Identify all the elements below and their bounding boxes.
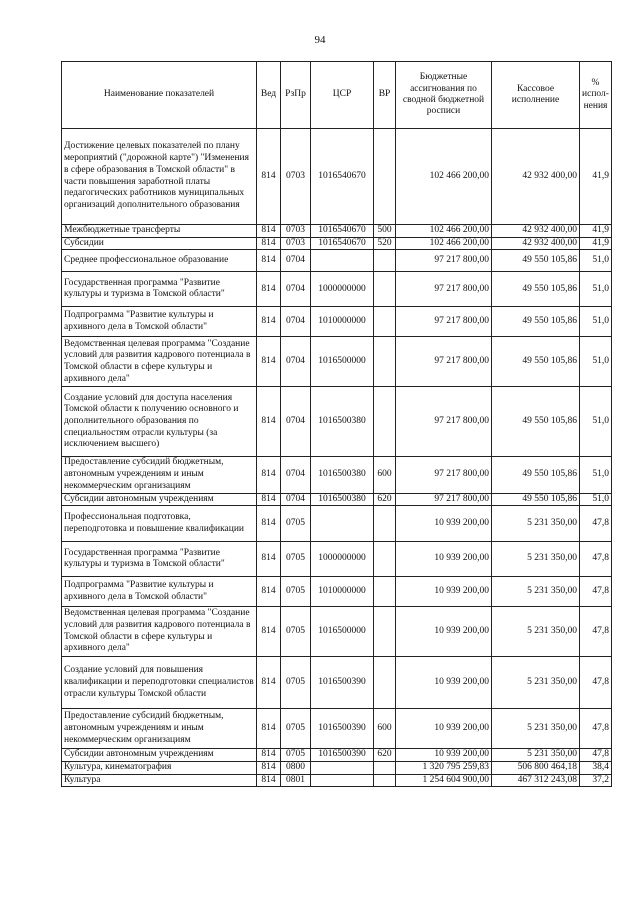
- cell-budget: 10 939 200,00: [396, 577, 492, 607]
- cell-rzpr: 0705: [281, 577, 311, 607]
- cell-ved: 814: [257, 657, 281, 709]
- table-row: [62, 272, 612, 307]
- cell-pct: 47,8: [580, 657, 612, 709]
- cell-vr: [374, 250, 396, 272]
- cell-rzpr: 0705: [281, 506, 311, 542]
- cell-budget: 10 939 200,00: [396, 542, 492, 577]
- cell-cash: 42 932 400,00: [492, 225, 580, 238]
- cell-csr: 1010000000: [311, 577, 374, 607]
- cell-vr: [374, 272, 396, 307]
- cell-cash: 49 550 105,86: [492, 493, 580, 506]
- cell-csr: 1016540670: [311, 129, 374, 225]
- table-row: [62, 774, 612, 787]
- cell-cash: 5 231 350,00: [492, 506, 580, 542]
- cell-rzpr: 0704: [281, 493, 311, 506]
- cell-pct: 38,4: [580, 761, 612, 774]
- cell-name: Предоставление субсидий бюджетным, автономным учреждениям и иным некоммерческим организациям: [62, 457, 257, 493]
- table-row: [62, 225, 612, 238]
- cell-rzpr: 0704: [281, 387, 311, 457]
- cell-vr: [374, 129, 396, 225]
- header-rzpr: РзПр: [281, 62, 311, 129]
- table-row: [62, 250, 612, 272]
- cell-pct: 37,2: [580, 774, 612, 787]
- cell-cash: 49 550 105,86: [492, 387, 580, 457]
- cell-pct: 41,9: [580, 225, 612, 238]
- cell-budget: 10 939 200,00: [396, 749, 492, 762]
- header-csr: ЦСР: [311, 62, 374, 129]
- cell-cash: 5 231 350,00: [492, 577, 580, 607]
- cell-cash: 49 550 105,86: [492, 250, 580, 272]
- cell-ved: 814: [257, 457, 281, 493]
- cell-ved: 814: [257, 749, 281, 762]
- cell-vr: 600: [374, 709, 396, 749]
- table-row: [62, 307, 612, 337]
- cell-rzpr: 0801: [281, 774, 311, 787]
- cell-cash: 42 932 400,00: [492, 129, 580, 225]
- cell-rzpr: 0705: [281, 749, 311, 762]
- table-row: [62, 337, 612, 387]
- cell-ved: 814: [257, 237, 281, 250]
- cell-name: Ведомственная целевая программа "Создание условий для развития кадрового потенциала в Томской области в сфере культуры и архивного дела": [62, 607, 257, 657]
- table-row: [62, 749, 612, 762]
- cell-rzpr: 0705: [281, 657, 311, 709]
- cell-cash: 506 800 464,18: [492, 761, 580, 774]
- cell-ved: 814: [257, 709, 281, 749]
- header-pct: % испол-нения: [580, 62, 612, 129]
- cell-vr: [374, 307, 396, 337]
- cell-cash: 49 550 105,86: [492, 457, 580, 493]
- cell-csr: [311, 774, 374, 787]
- cell-pct: 51,0: [580, 307, 612, 337]
- cell-vr: [374, 387, 396, 457]
- cell-budget: 97 217 800,00: [396, 337, 492, 387]
- cell-rzpr: 0703: [281, 129, 311, 225]
- cell-csr: 1016500380: [311, 387, 374, 457]
- cell-cash: 49 550 105,86: [492, 307, 580, 337]
- cell-vr: [374, 657, 396, 709]
- cell-cash: 49 550 105,86: [492, 272, 580, 307]
- cell-vr: 620: [374, 493, 396, 506]
- cell-name: Подпрограмма "Развитие культуры и архивного дела в Томской области": [62, 577, 257, 607]
- cell-rzpr: 0704: [281, 307, 311, 337]
- cell-ved: 814: [257, 577, 281, 607]
- cell-csr: 1016500380: [311, 493, 374, 506]
- cell-rzpr: 0704: [281, 250, 311, 272]
- cell-csr: 1016540670: [311, 225, 374, 238]
- cell-cash: 5 231 350,00: [492, 657, 580, 709]
- header-budget: Бюджетные ассигнования по сводной бюджетной росписи: [396, 62, 492, 129]
- cell-rzpr: 0703: [281, 225, 311, 238]
- cell-budget: 102 466 200,00: [396, 237, 492, 250]
- table-row: [62, 761, 612, 774]
- cell-ved: 814: [257, 542, 281, 577]
- cell-budget: 1 320 795 259,83: [396, 761, 492, 774]
- cell-csr: 1016500000: [311, 337, 374, 387]
- cell-name: Государственная программа "Развитие культуры и туризма в Томской области": [62, 272, 257, 307]
- cell-pct: 41,9: [580, 237, 612, 250]
- cell-pct: 47,8: [580, 749, 612, 762]
- cell-vr: 520: [374, 237, 396, 250]
- cell-vr: [374, 577, 396, 607]
- cell-name: Создание условий для повышения квалификации и переподготовки специалистов отрасли культуры Томской области: [62, 657, 257, 709]
- cell-csr: 1016500390: [311, 657, 374, 709]
- cell-budget: 97 217 800,00: [396, 307, 492, 337]
- cell-csr: [311, 761, 374, 774]
- cell-csr: 1000000000: [311, 272, 374, 307]
- cell-name: Государственная программа "Развитие культуры и туризма в Томской области": [62, 542, 257, 577]
- table-row: [62, 457, 612, 493]
- cell-csr: 1000000000: [311, 542, 374, 577]
- cell-pct: 51,0: [580, 272, 612, 307]
- cell-name: Субсидии автономным учреждениям: [62, 493, 257, 506]
- cell-budget: 10 939 200,00: [396, 506, 492, 542]
- cell-pct: 51,0: [580, 493, 612, 506]
- cell-vr: 600: [374, 457, 396, 493]
- cell-name: Ведомственная целевая программа "Создание условий для развития кадрового потенциала в Томской области в сфере культуры и архивного дела": [62, 337, 257, 387]
- cell-cash: 467 312 243,08: [492, 774, 580, 787]
- cell-rzpr: 0705: [281, 542, 311, 577]
- cell-pct: 47,8: [580, 506, 612, 542]
- cell-ved: 814: [257, 761, 281, 774]
- cell-rzpr: 0705: [281, 607, 311, 657]
- cell-name: Субсидии автономным учреждениям: [62, 749, 257, 762]
- cell-name: Культура, кинематография: [62, 761, 257, 774]
- cell-vr: 500: [374, 225, 396, 238]
- cell-budget: 97 217 800,00: [396, 457, 492, 493]
- cell-ved: 814: [257, 272, 281, 307]
- cell-pct: 41,9: [580, 129, 612, 225]
- cell-vr: [374, 607, 396, 657]
- cell-name: Достижение целевых показателей по плану мероприятий ("дорожной карте") "Изменения в сфере образования в Томской области" в части повышения заработной платы педагогических работников муниципальных организаций дополнительного образования: [62, 129, 257, 225]
- table-row: [62, 607, 612, 657]
- cell-rzpr: 0705: [281, 709, 311, 749]
- cell-vr: [374, 542, 396, 577]
- cell-budget: 10 939 200,00: [396, 709, 492, 749]
- cell-vr: [374, 774, 396, 787]
- cell-rzpr: 0704: [281, 337, 311, 387]
- cell-name: Межбюджетные трансферты: [62, 225, 257, 238]
- cell-ved: 814: [257, 337, 281, 387]
- header-name: Наименование показателей: [62, 62, 257, 129]
- cell-pct: 51,0: [580, 337, 612, 387]
- cell-vr: 620: [374, 749, 396, 762]
- header-row: [62, 62, 612, 129]
- cell-budget: 102 466 200,00: [396, 129, 492, 225]
- cell-name: Среднее профессиональное образование: [62, 250, 257, 272]
- cell-csr: 1016500390: [311, 709, 374, 749]
- table-row: [62, 542, 612, 577]
- cell-budget: 97 217 800,00: [396, 272, 492, 307]
- cell-rzpr: 0704: [281, 272, 311, 307]
- cell-pct: 51,0: [580, 457, 612, 493]
- header-vr: ВР: [374, 62, 396, 129]
- cell-budget: 97 217 800,00: [396, 387, 492, 457]
- cell-vr: [374, 761, 396, 774]
- cell-csr: 1016500390: [311, 749, 374, 762]
- table-row: [62, 129, 612, 225]
- table-row: [62, 577, 612, 607]
- cell-vr: [374, 506, 396, 542]
- cell-budget: 97 217 800,00: [396, 493, 492, 506]
- cell-rzpr: 0800: [281, 761, 311, 774]
- table-row: [62, 709, 612, 749]
- cell-budget: 10 939 200,00: [396, 657, 492, 709]
- cell-ved: 814: [257, 607, 281, 657]
- cell-ved: 814: [257, 506, 281, 542]
- table-row: [62, 506, 612, 542]
- cell-csr: 1016540670: [311, 237, 374, 250]
- cell-ved: 814: [257, 250, 281, 272]
- cell-pct: 47,8: [580, 577, 612, 607]
- cell-name: Подпрограмма "Развитие культуры и архивного дела в Томской области": [62, 307, 257, 337]
- table-row: [62, 237, 612, 250]
- header-ved: Вед: [257, 62, 281, 129]
- cell-ved: 814: [257, 387, 281, 457]
- cell-ved: 814: [257, 129, 281, 225]
- cell-pct: 51,0: [580, 387, 612, 457]
- cell-cash: 5 231 350,00: [492, 709, 580, 749]
- cell-cash: 5 231 350,00: [492, 749, 580, 762]
- cell-csr: [311, 506, 374, 542]
- cell-csr: 1010000000: [311, 307, 374, 337]
- cell-ved: 814: [257, 493, 281, 506]
- table-row: [62, 493, 612, 506]
- cell-csr: [311, 250, 374, 272]
- cell-name: Профессиональная подготовка, переподготовка и повышение квалификации: [62, 506, 257, 542]
- cell-budget: 1 254 604 900,00: [396, 774, 492, 787]
- budget-table: [61, 61, 612, 787]
- cell-name: Предоставление субсидий бюджетным, автономным учреждениям и иным некоммерческим организациям: [62, 709, 257, 749]
- cell-pct: 47,8: [580, 542, 612, 577]
- cell-ved: 814: [257, 307, 281, 337]
- cell-pct: 47,8: [580, 709, 612, 749]
- cell-cash: 49 550 105,86: [492, 337, 580, 387]
- cell-ved: 814: [257, 774, 281, 787]
- cell-cash: 5 231 350,00: [492, 607, 580, 657]
- page-number: 94: [314, 34, 326, 46]
- cell-pct: 47,8: [580, 607, 612, 657]
- cell-budget: 102 466 200,00: [396, 225, 492, 238]
- cell-name: Субсидии: [62, 237, 257, 250]
- cell-vr: [374, 337, 396, 387]
- table-row: [62, 657, 612, 709]
- cell-cash: 5 231 350,00: [492, 542, 580, 577]
- cell-pct: 51,0: [580, 250, 612, 272]
- cell-budget: 97 217 800,00: [396, 250, 492, 272]
- cell-budget: 10 939 200,00: [396, 607, 492, 657]
- cell-csr: 1016500380: [311, 457, 374, 493]
- cell-rzpr: 0703: [281, 237, 311, 250]
- header-cash: Кассовое исполнение: [492, 62, 580, 129]
- cell-rzpr: 0704: [281, 457, 311, 493]
- cell-csr: 1016500000: [311, 607, 374, 657]
- cell-ved: 814: [257, 225, 281, 238]
- cell-name: Культура: [62, 774, 257, 787]
- cell-name: Создание условий для доступа населения Томской области к получению основного и дополнительного образования по специальностям отрасли культуры (за исключением высшего): [62, 387, 257, 457]
- cell-cash: 42 932 400,00: [492, 237, 580, 250]
- table-row: [62, 387, 612, 457]
